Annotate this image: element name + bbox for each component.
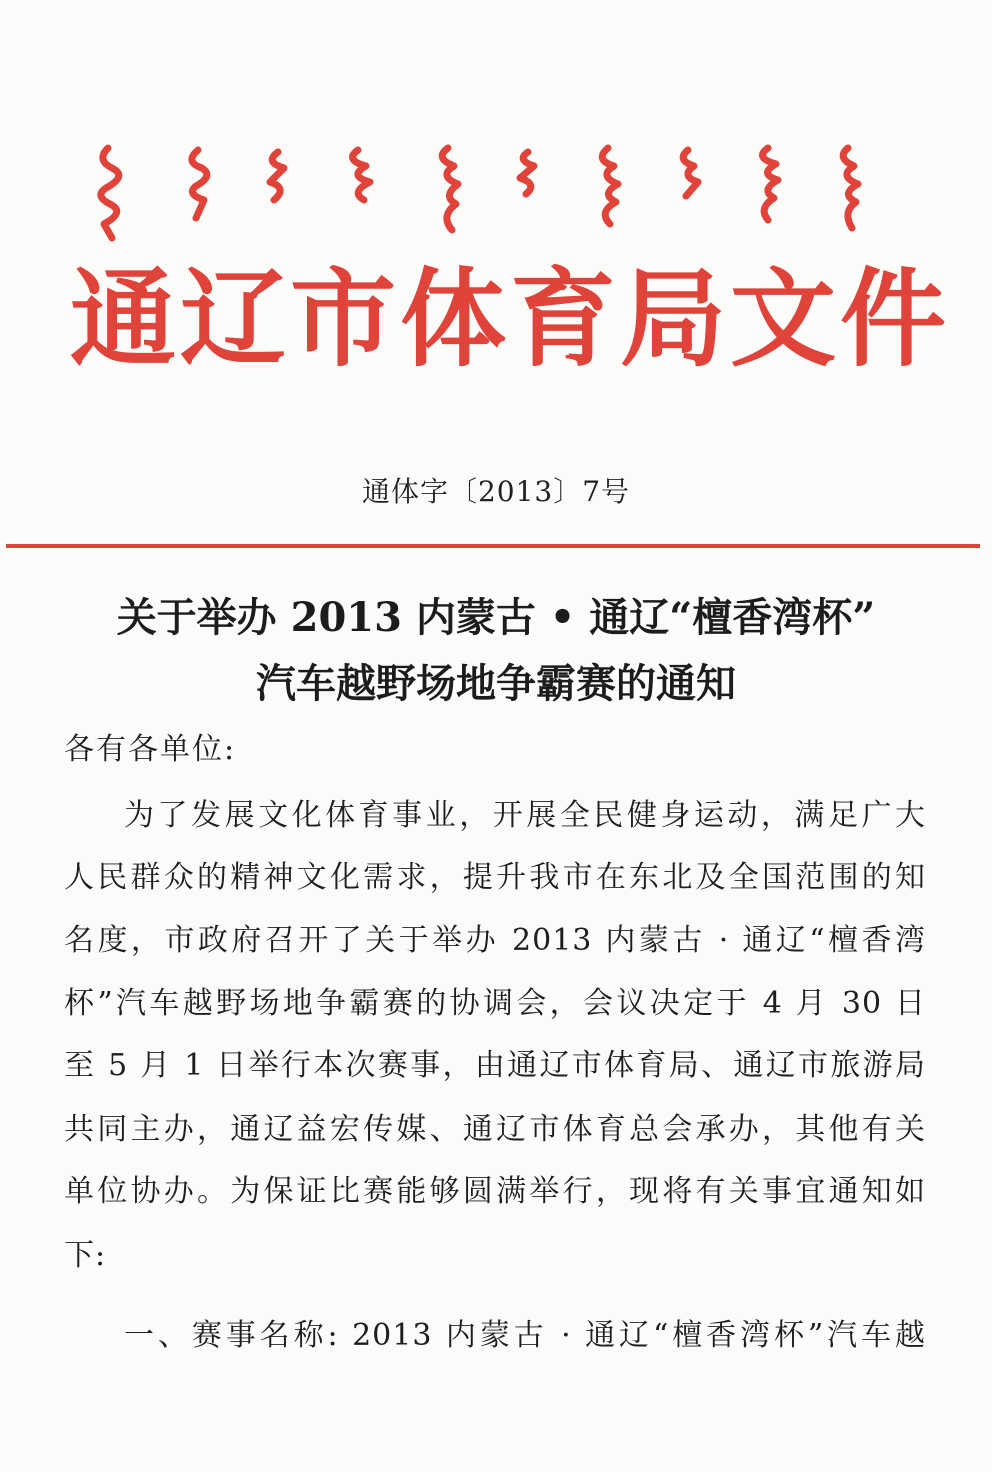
red-divider — [6, 544, 980, 548]
salutation: 各有各单位: — [64, 732, 237, 767]
body-line: 一、赛事名称: 2013 内蒙古 · 通辽“檀香湾杯”汽车越 — [124, 1318, 926, 1353]
document-number: 通体字〔2013〕7号 — [361, 475, 631, 508]
mongolian-script-header — [88, 138, 888, 248]
mongolian-script-icon — [88, 138, 888, 248]
notice-title-line-2: 汽车越野场地争霸赛的通知 — [256, 660, 736, 707]
body-line: 人民群众的精神文化需求，提升我市在东北及全国范围的知 — [64, 860, 926, 895]
body-line: 为了发展文化体育事业，开展全民健身运动，满足广大 — [124, 798, 926, 833]
body-line: 名度，市政府召开了关于举办 2013 内蒙古 · 通辽“檀香湾 — [64, 923, 926, 958]
body-line: 下: — [64, 1238, 107, 1273]
body-line: 单位协办。为保证比赛能够圆满举行，现将有关事宜通知如 — [64, 1174, 926, 1209]
notice-title-line-1: 关于举办 2013 内蒙古 • 通辽“檀香湾杯” — [116, 594, 876, 641]
body-line: 共同主办，通辽益宏传媒、通辽市体育总会承办，其他有关 — [64, 1112, 926, 1147]
body-line: 至 5 月 1 日举行本次赛事，由通辽市体育局、通辽市旅游局 — [64, 1048, 926, 1083]
mongolian-text: ᠲᠦᠩᠯᠢᠶᠣ ᠬᠣᠲᠠ ᠶᠢᠨ ᠪᠡᠶᠡ ᠲᠠᠮᠠᠷᠢᠶᠠᠨ ᠤ ᠲᠣᠪᠴᠢᠶᠠ ᠶᠢᠨ ᠪᠢᠴᠢᠭ — [88, 246, 111, 247]
document-header-title: 通辽市体育局文件 — [70, 258, 950, 381]
body-line: 杯”汽车越野场地争霸赛的协调会，会议决定于 4 月 30 日 — [64, 986, 926, 1021]
